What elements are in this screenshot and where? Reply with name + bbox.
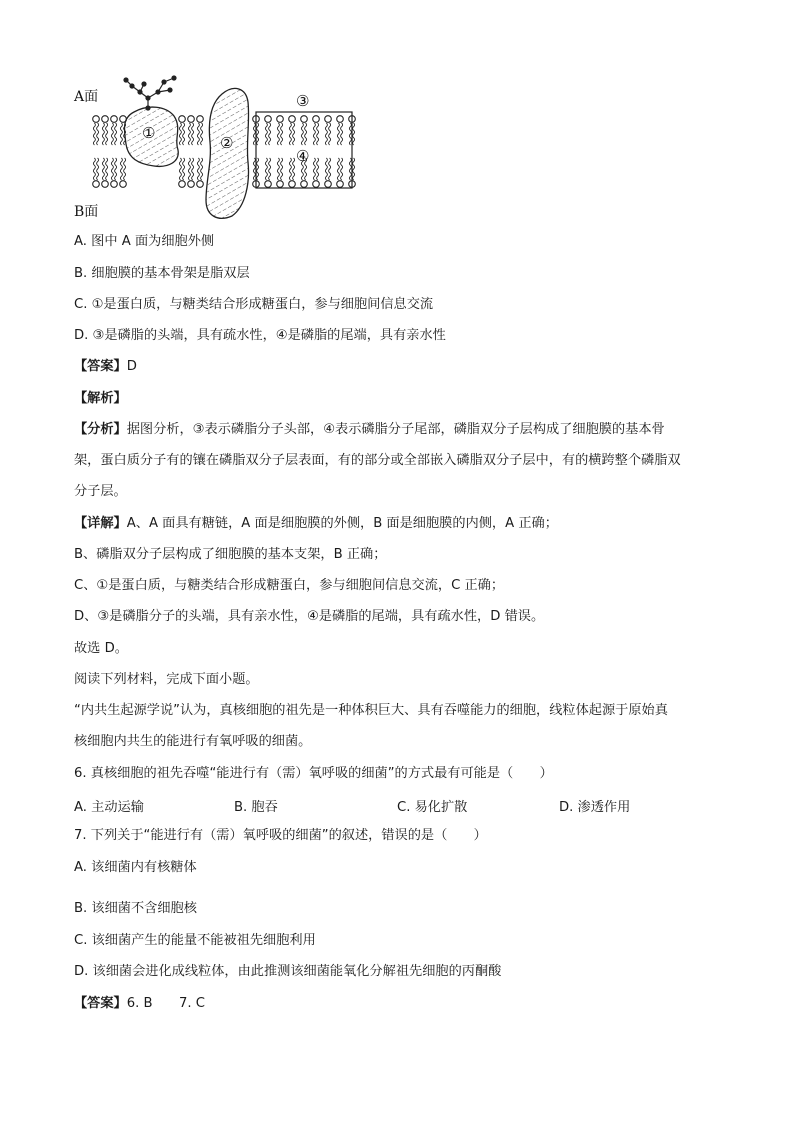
q7-option-b: B. 该细菌不含细胞核 [74, 901, 197, 916]
lipid-tail-icon [341, 123, 343, 145]
mark-3: ③ [296, 92, 310, 110]
lipid-head-icon [337, 116, 344, 123]
lipid-tail-icon [179, 123, 181, 145]
lipid-tail-icon [183, 123, 185, 145]
glycan-chain-icon [124, 76, 176, 110]
lipid-tail-icon [317, 158, 319, 180]
lipid-tail-icon [106, 158, 108, 180]
lipid-tail-icon [201, 158, 203, 180]
lipid-tail-icon [305, 123, 307, 145]
lipid-tail-icon [257, 158, 259, 180]
lipid-tail-icon [293, 158, 295, 180]
lipid-tail-icon [257, 123, 259, 145]
label-a-face: A面 [74, 89, 99, 105]
lipid-head-icon [111, 116, 118, 123]
q7-option-c: C. 该细菌产生的能量不能被祖先细胞利用 [74, 933, 316, 948]
label-b-face: B面 [74, 204, 99, 220]
detail-line-4: D、③是磷脂分子的头端，具有亲水性，④是磷脂的尾端，具有疏水性，D 错误。 [74, 609, 545, 624]
lipid-tail-icon [281, 158, 283, 180]
option-a: A. 图中 A 面为细胞外侧 [74, 234, 215, 249]
mark-2: ② [220, 134, 234, 152]
lipid-tail-icon [97, 123, 99, 145]
detail-text-1: A、A 面具有糖链，A 面是细胞膜的外侧，B 面是细胞膜的内侧，A 正确； [126, 516, 558, 531]
lipid-tail-icon [93, 158, 95, 180]
reading-line-2: 核细胞内共生的能进行有氧呼吸的细菌。 [74, 734, 312, 749]
lipid-tail-icon [337, 158, 339, 180]
lipid-tail-icon [106, 123, 108, 145]
lipid-tail-icon [102, 158, 104, 180]
lipid-tail-icon [192, 123, 194, 145]
lipid-tail-icon [120, 123, 122, 145]
lipid-tail-icon [313, 123, 315, 145]
lipid-tail-icon [293, 123, 295, 145]
q6-option-c: C. 易化扩散 [397, 800, 468, 815]
lipid-head-icon [93, 116, 100, 123]
lipid-tail-icon [269, 123, 271, 145]
lipid-tail-icon [341, 158, 343, 180]
lipid-tail-icon [349, 158, 351, 180]
lipid-tail-icon [253, 123, 255, 145]
lipid-head-icon [93, 181, 100, 188]
lipid-tail-icon [265, 123, 267, 145]
detail-line-1 [74, 515, 558, 533]
lipid-tail-icon [111, 158, 113, 180]
lipid-tail-icon [277, 158, 279, 180]
answer-tag-2: 【答案】 [74, 996, 127, 1011]
mark-4: ④ [296, 147, 310, 165]
lipid-tail-icon [289, 158, 291, 180]
lipid-head-icon [265, 116, 272, 123]
lipid-tail-icon [265, 158, 267, 180]
lipid-tail-icon [337, 123, 339, 145]
lipid-head-icon [111, 181, 118, 188]
lipid-tail-icon [179, 158, 181, 180]
answer-value: D [126, 359, 137, 374]
membrane-svg [70, 70, 370, 222]
lipid-tail-icon [325, 123, 327, 145]
answer-line-1 [74, 358, 137, 376]
analysis-heading: 【解析】 [74, 391, 127, 406]
q6-option-b: B. 胞吞 [234, 800, 278, 815]
analysis-line-1 [74, 421, 665, 439]
lipid-tail-icon [197, 123, 199, 145]
lipid-head-icon [277, 116, 284, 123]
q6-option-d: D. 渗透作用 [559, 800, 631, 815]
lipid-head-icon [289, 181, 296, 188]
detail-line-2: B、磷脂双分子层构成了细胞膜的基本支架，B 正确； [74, 547, 387, 562]
lipid-head-icon [337, 181, 344, 188]
lipid-tail-icon [97, 158, 99, 180]
lipid-tail-icon [269, 158, 271, 180]
detail-line-3: C、①是蛋白质，与糖类结合形成糖蛋白，参与细胞间信息交流，C 正确； [74, 578, 505, 593]
lipid-tail-icon [289, 123, 291, 145]
protein-2-shape [206, 88, 249, 218]
lipid-tail-icon [329, 123, 331, 145]
lipid-head-icon [102, 116, 109, 123]
reading-intro: 阅读下列材料，完成下面小题。 [74, 672, 259, 687]
lipid-tail-icon [313, 158, 315, 180]
lipid-tail-icon [317, 123, 319, 145]
lipid-tail-icon [192, 158, 194, 180]
lipid-tail-icon [102, 123, 104, 145]
q7-stem: 7. 下列关于“能进行有（需）氧呼吸的细菌”的叙述，错误的是（ ） [74, 828, 487, 843]
lipid-tail-icon [325, 158, 327, 180]
lipid-head-icon [120, 181, 127, 188]
answer-tag: 【答案】 [74, 359, 127, 374]
q7-option-d: D. 该细菌会进化成线粒体，由此推测该细菌能氧化分解祖先细胞的丙酮酸 [74, 964, 502, 979]
answer-line-2 [74, 995, 205, 1013]
analysis-line-3: 分子层。 [74, 484, 127, 499]
cell-membrane-diagram [70, 70, 370, 222]
lipid-tail-icon [277, 123, 279, 145]
reading-line-1: “内共生起源学说”认为，真核细胞的祖先是一种体积巨大、具有吞噬能力的细胞，线粒体起源于原始真 [74, 703, 668, 718]
lipid-head-icon [188, 181, 195, 188]
q6-option-a: A. 主动运输 [74, 800, 144, 815]
lipid-tail-icon [253, 158, 255, 180]
lipid-tail-icon [353, 158, 355, 180]
detail-tag: 【详解】 [74, 516, 127, 531]
option-d: D. ③是磷脂的头端，具有疏水性，④是磷脂的尾端，具有亲水性 [74, 328, 446, 343]
lipid-head-icon [313, 116, 320, 123]
lipid-tail-icon [329, 158, 331, 180]
lipid-head-icon [197, 181, 204, 188]
lipid-tail-icon [353, 123, 355, 145]
lipid-tail-icon [201, 123, 203, 145]
lipid-head-icon [325, 116, 332, 123]
lipid-head-icon [179, 116, 186, 123]
lipid-tail-icon [188, 158, 190, 180]
lipid-tail-icon [281, 123, 283, 145]
lipid-head-icon [188, 116, 195, 123]
option-b: B. 细胞膜的基本骨架是脂双层 [74, 266, 250, 281]
lipid-tail-icon [197, 158, 199, 180]
lipid-tail-icon [349, 123, 351, 145]
lipid-head-icon [179, 181, 186, 188]
mark-1: ① [142, 124, 156, 142]
lipid-head-icon [301, 116, 308, 123]
analysis-text-1: 据图分析，③表示磷脂分子头部，④表示磷脂分子尾部，磷脂双分子层构成了细胞膜的基本骨 [126, 422, 665, 437]
lipid-tail-icon [183, 158, 185, 180]
lipid-tail-icon [301, 123, 303, 145]
lipid-tail-icon [120, 158, 122, 180]
lipid-tail-icon [93, 123, 95, 145]
q7-option-a: A. 该细菌内有核糖体 [74, 860, 197, 875]
lipid-head-icon [277, 181, 284, 188]
option-c: C. ①是蛋白质，与糖类结合形成糖蛋白，参与细胞间信息交流 [74, 297, 434, 312]
lipid-head-icon [289, 116, 296, 123]
lipid-tail-icon [115, 158, 117, 180]
lipid-head-icon [301, 181, 308, 188]
analysis-tag: 【分析】 [74, 422, 127, 437]
lipid-tail-icon [111, 123, 113, 145]
answer-value-2: 6. B 7. C [126, 996, 205, 1011]
lipid-head-icon [265, 181, 272, 188]
lipid-tail-icon [115, 123, 117, 145]
detail-line-5: 故选 D。 [74, 641, 128, 656]
analysis-line-2: 架，蛋白质分子有的镶在磷脂双分子层表面，有的部分或全部嵌入磷脂双分子层中，有的横跨整个磷脂双 [74, 453, 681, 468]
lipid-head-icon [313, 181, 320, 188]
lipid-head-icon [102, 181, 109, 188]
q6-stem: 6. 真核细胞的祖先吞噬“能进行有（需）氧呼吸的细菌”的方式最有可能是（ ） [74, 766, 553, 781]
lipid-tail-icon [188, 123, 190, 145]
lipid-tail-icon [124, 158, 126, 180]
lipid-head-icon [197, 116, 204, 123]
lipid-head-icon [325, 181, 332, 188]
